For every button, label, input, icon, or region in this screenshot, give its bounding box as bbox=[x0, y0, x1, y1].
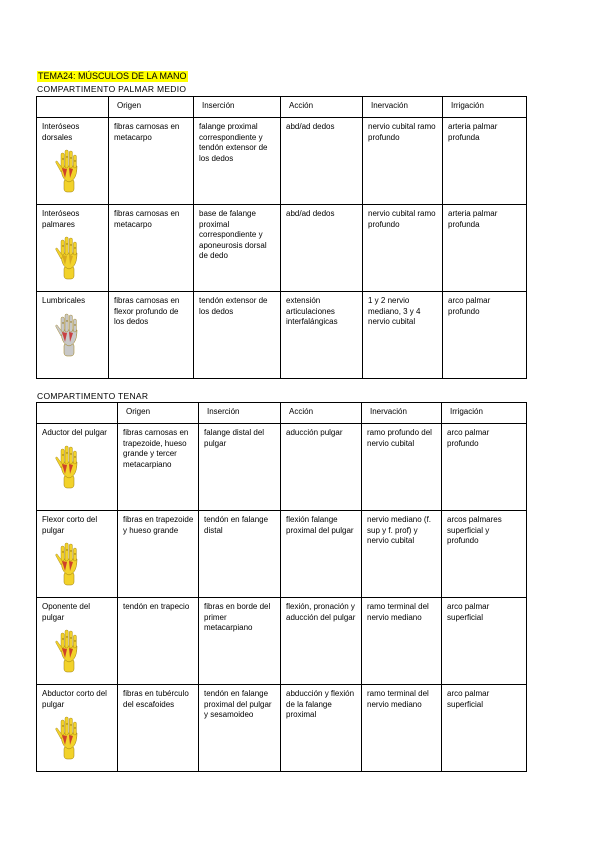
accion-cell bbox=[281, 205, 363, 292]
irrigacion-text: arteria palmar profunda bbox=[448, 209, 498, 229]
muscle-name: Abductor corto del pulgar bbox=[42, 689, 107, 709]
origen-text: fibras carnosas en trapezoide, hueso grande y tercer metacarpiano bbox=[123, 428, 189, 469]
origen-cell bbox=[118, 424, 199, 511]
accion-cell bbox=[281, 118, 363, 205]
muscle-name-cell bbox=[37, 205, 109, 292]
column-header-origen: Origen bbox=[109, 97, 194, 118]
document-title: TEMA24: MÚSCULOS DE LA MANO bbox=[38, 71, 187, 81]
irrigacion-cell bbox=[443, 292, 527, 379]
irrigacion-text: arco palmar profundo bbox=[448, 296, 491, 316]
origen-text: fibras carnosas en flexor profundo de los dedos bbox=[114, 296, 180, 326]
hand-dorsal-interossei-icon bbox=[55, 149, 83, 193]
irrigacion-text: arco palmar superficial bbox=[447, 689, 490, 709]
muscle-name-cell bbox=[37, 292, 109, 379]
inervacion-text: nervio cubital ramo profundo bbox=[368, 209, 436, 229]
muscle-name: Flexor corto del pulgar bbox=[42, 515, 98, 535]
insercion-text: tendón extensor de los dedos bbox=[199, 296, 268, 316]
column-header-muscle bbox=[37, 97, 109, 118]
accion-cell bbox=[281, 292, 363, 379]
column-header-irrigacion: Irrigación bbox=[442, 403, 527, 424]
column-header-accion: Acción bbox=[281, 403, 362, 424]
origen-text: tendón en trapecio bbox=[123, 602, 190, 611]
origen-text: fibras en tubérculo del escafoides bbox=[123, 689, 189, 709]
muscle-name-cell bbox=[37, 118, 109, 205]
muscle-name-cell bbox=[37, 511, 118, 598]
irrigacion-cell bbox=[442, 598, 527, 685]
insercion-text: falange distal del pulgar bbox=[204, 428, 265, 448]
accion-cell bbox=[281, 511, 362, 598]
inervacion-text: ramo profundo del nervio cubital bbox=[367, 428, 432, 448]
accion-cell bbox=[281, 424, 362, 511]
muscle-name-cell bbox=[37, 685, 118, 772]
muscle-name: Interóseos palmares bbox=[42, 209, 80, 229]
column-header-irrigacion: Irrigación bbox=[443, 97, 527, 118]
muscle-name-cell bbox=[37, 598, 118, 685]
inervacion-cell bbox=[363, 292, 443, 379]
origen-cell bbox=[118, 685, 199, 772]
inervacion-cell bbox=[363, 118, 443, 205]
table-header-row bbox=[37, 97, 527, 118]
column-header-inervacion: Inervación bbox=[362, 403, 442, 424]
irrigacion-cell bbox=[442, 424, 527, 511]
irrigacion-text: arcos palmares superficial y profundo bbox=[447, 515, 502, 545]
hand-adductor-pollicis-icon bbox=[55, 445, 83, 489]
irrigacion-cell bbox=[443, 118, 527, 205]
insercion-cell bbox=[194, 118, 281, 205]
muscle-name: Interóseos dorsales bbox=[42, 122, 80, 142]
hand-palmar-interossei-icon bbox=[55, 236, 83, 280]
accion-text: abducción y flexión de la falange proximal bbox=[286, 689, 355, 719]
insercion-cell bbox=[199, 598, 281, 685]
table-row bbox=[37, 598, 527, 685]
origen-cell bbox=[109, 205, 194, 292]
table-row bbox=[37, 118, 527, 205]
hand-flexor-pollicis-brevis-icon bbox=[55, 542, 83, 586]
irrigacion-cell bbox=[443, 205, 527, 292]
table-palmar-medio bbox=[36, 96, 527, 379]
origen-cell bbox=[118, 598, 199, 685]
inervacion-text: 1 y 2 nervio mediano, 3 y 4 nervio cubital bbox=[368, 296, 421, 326]
table-row bbox=[37, 511, 527, 598]
table-header-row bbox=[37, 403, 527, 424]
column-header-insercion: Inserción bbox=[194, 97, 281, 118]
table-row bbox=[37, 685, 527, 772]
insercion-text: falange proximal correspondiente y tendón extensor de los dedos bbox=[199, 122, 268, 163]
insercion-cell bbox=[194, 292, 281, 379]
origen-text: fibras carnosas en metacarpo bbox=[114, 122, 180, 142]
accion-text: flexión falange proximal del pulgar bbox=[286, 515, 354, 535]
muscle-name: Aductor del pulgar bbox=[42, 428, 107, 437]
column-header-accion: Acción bbox=[281, 97, 363, 118]
inervacion-text: nervio cubital ramo profundo bbox=[368, 122, 436, 142]
irrigacion-cell bbox=[442, 685, 527, 772]
irrigacion-cell bbox=[442, 511, 527, 598]
table-row bbox=[37, 424, 527, 511]
hand-opponens-pollicis-icon bbox=[55, 629, 83, 673]
column-header-inervacion: Inervación bbox=[363, 97, 443, 118]
accion-text: abd/ad dedos bbox=[286, 122, 335, 131]
insercion-cell bbox=[199, 511, 281, 598]
insercion-text: base de falange proximal correspondiente y aponeurosis dorsal de dedo bbox=[199, 209, 267, 260]
column-header-insercion: Inserción bbox=[199, 403, 281, 424]
inervacion-text: ramo terminal del nervio mediano bbox=[367, 602, 429, 622]
muscle-name: Oponente del pulgar bbox=[42, 602, 91, 622]
inervacion-cell bbox=[362, 511, 442, 598]
hand-abductor-pollicis-brevis-icon bbox=[55, 716, 83, 760]
accion-text: flexión, pronación y aducción del pulgar bbox=[286, 602, 356, 622]
insercion-cell bbox=[199, 424, 281, 511]
accion-cell bbox=[281, 598, 362, 685]
inervacion-cell bbox=[362, 685, 442, 772]
origen-cell bbox=[109, 292, 194, 379]
muscle-name: Lumbricales bbox=[42, 296, 86, 305]
accion-text: aducción pulgar bbox=[286, 428, 343, 437]
column-header-origen: Origen bbox=[118, 403, 199, 424]
inervacion-cell bbox=[362, 598, 442, 685]
accion-text: abd/ad dedos bbox=[286, 209, 335, 218]
insercion-text: tendón en falange proximal del pulgar y sesamoideo bbox=[204, 689, 272, 719]
column-header-muscle bbox=[37, 403, 118, 424]
irrigacion-text: arteria palmar profunda bbox=[448, 122, 498, 142]
irrigacion-text: arco palmar superficial bbox=[447, 602, 490, 622]
origen-cell bbox=[118, 511, 199, 598]
irrigacion-text: arco palmar profundo bbox=[447, 428, 490, 448]
origen-cell bbox=[109, 118, 194, 205]
insercion-text: tendón en falange distal bbox=[204, 515, 269, 535]
insercion-text: fibras en borde del primer metacarpiano bbox=[204, 602, 271, 632]
table-row bbox=[37, 205, 527, 292]
muscle-name-cell bbox=[37, 424, 118, 511]
table-row bbox=[37, 292, 527, 379]
inervacion-cell bbox=[363, 205, 443, 292]
inervacion-text: nervio mediano (f. sup y f. prof) y nervio cubital bbox=[367, 515, 432, 545]
insercion-cell bbox=[199, 685, 281, 772]
section-title-palmar-medio: COMPARTIMENTO PALMAR MEDIO bbox=[37, 84, 187, 94]
origen-text: fibras carnosas en metacarpo bbox=[114, 209, 180, 229]
inervacion-text: ramo terminal del nervio mediano bbox=[367, 689, 429, 709]
accion-text: extensión articulaciones interfalángicas bbox=[286, 296, 338, 326]
insercion-cell bbox=[194, 205, 281, 292]
accion-cell bbox=[281, 685, 362, 772]
origen-text: fibras en trapezoide y hueso grande bbox=[123, 515, 194, 535]
hand-lumbricals-icon bbox=[55, 313, 83, 357]
section-title-tenar: COMPARTIMENTO TENAR bbox=[37, 391, 149, 401]
inervacion-cell bbox=[362, 424, 442, 511]
table-tenar bbox=[36, 402, 527, 772]
